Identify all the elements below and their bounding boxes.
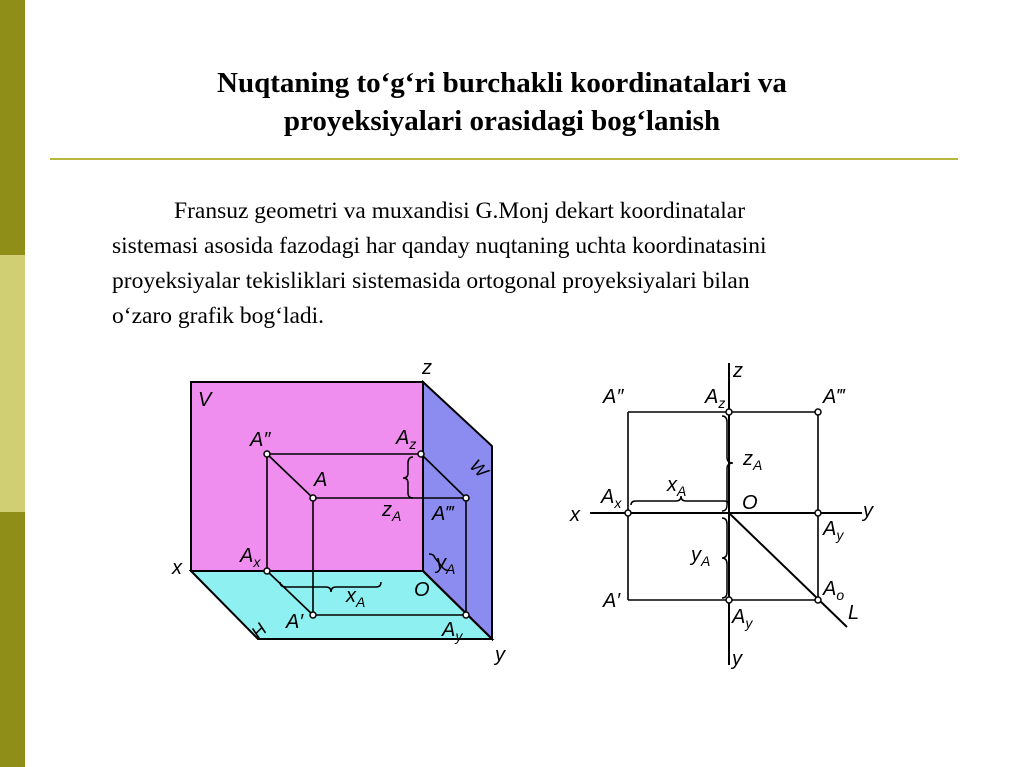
slide-title-line-2: proyeksiyalari orasidagi bog‘lanish xyxy=(283,105,721,137)
label-h-plane: H xyxy=(247,619,271,643)
label-a-y-bottom: $A_y$ xyxy=(732,606,753,631)
slide-paragraph xyxy=(112,194,932,334)
label-a-double-prime: A″ xyxy=(250,429,271,451)
label-xa: $x_A$ xyxy=(346,585,366,610)
label-za: $z_A$ xyxy=(743,448,763,473)
label-x: x xyxy=(570,504,580,526)
label-ya: $y_A$ xyxy=(691,544,711,569)
brace-za xyxy=(722,416,733,511)
slide-title-line-1: Nuqtaning to‘g‘ri burchakli koordinatalari va xyxy=(217,67,787,99)
paragraph-line-3: proyeksiyalar tekisliklari sistemasida ortogonal proyeksiyalari bilan xyxy=(112,268,750,294)
epure-diagram xyxy=(565,355,895,675)
label-a-triple-prime: A‴ xyxy=(823,386,844,408)
v-plane xyxy=(191,382,423,571)
sidebar-segment-bottom xyxy=(0,512,25,767)
label-o: O xyxy=(742,492,758,514)
label-z: z xyxy=(733,360,743,382)
label-l: L xyxy=(848,602,860,624)
label-w-plane: W xyxy=(465,455,492,482)
label-a: A xyxy=(314,469,328,491)
label-ya: $y_A$ xyxy=(436,552,456,577)
title-underline xyxy=(50,158,958,160)
label-y: y xyxy=(495,644,505,666)
label-a-double-prime: A″ xyxy=(603,386,624,408)
label-y-right: y xyxy=(863,500,873,522)
label-xa: $x_A$ xyxy=(667,474,687,499)
sidebar-segment-top xyxy=(0,0,25,255)
label-z: z xyxy=(422,358,432,379)
label-v-plane: V xyxy=(198,389,212,411)
label-x: x xyxy=(172,557,182,579)
paragraph-line-2: sistemasi asosida fazodagi har qanday nuqtaning uchta koordinatasini xyxy=(112,233,767,259)
brace-ya xyxy=(722,518,727,598)
label-a-prime: A′ xyxy=(286,611,304,633)
label-a-y-right: $A_y$ xyxy=(823,518,844,543)
projection-box-diagram xyxy=(170,358,510,668)
slide-title xyxy=(50,64,954,140)
label-a-o: $A_o$ xyxy=(823,578,845,603)
paragraph-line-4: o‘zaro grafik bog‘ladi. xyxy=(112,303,325,329)
sidebar-decoration xyxy=(0,0,25,767)
label-a-z: $A_z$ xyxy=(396,427,417,452)
label-a-x: $A_x$ xyxy=(601,486,622,511)
label-za: $z_A$ xyxy=(382,499,402,524)
label-a-x: $A_x$ xyxy=(240,545,261,570)
label-a-y: $A_y$ xyxy=(442,619,463,644)
label-o: O xyxy=(414,579,430,601)
label-a-z: $A_z$ xyxy=(705,386,726,411)
label-a-triple-prime: A‴ xyxy=(432,503,453,525)
paragraph-line-1: Fransuz geometri va muxandisi G.Monj dekart koordinatalar xyxy=(174,198,746,224)
sidebar-segment-middle xyxy=(0,255,25,512)
label-a-prime: A′ xyxy=(603,590,621,612)
label-y-bottom: y xyxy=(732,648,742,670)
